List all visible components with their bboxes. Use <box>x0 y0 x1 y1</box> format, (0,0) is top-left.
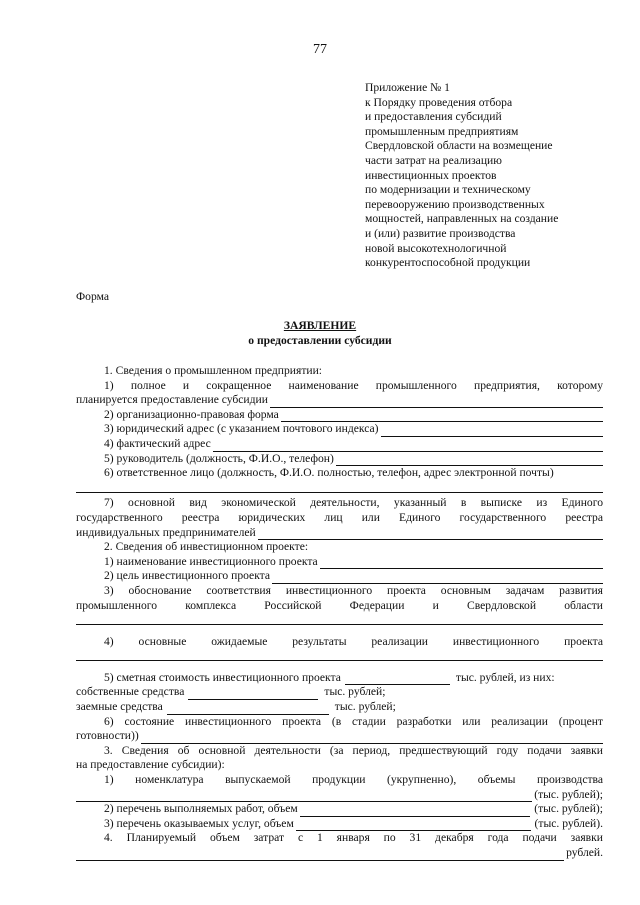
s2-item-1-label: 1) наименование инвестиционного проекта <box>104 554 318 568</box>
legal-address-field[interactable] <box>381 426 603 437</box>
s1-item-4 <box>76 437 603 452</box>
s2-item-6-line-a: 6) состояние инвестиционного проекта (в стадии разработки или реализации (процент <box>104 714 603 728</box>
appendix-line: Приложение № 1 <box>365 81 450 94</box>
borrowed-funds-field[interactable] <box>167 704 329 715</box>
appendix-line: и (или) развитие производства <box>365 226 516 240</box>
appendix-line: к Порядку проведения отбора <box>365 95 513 109</box>
project-status-field[interactable] <box>141 733 603 744</box>
s1-item-3 <box>76 422 603 437</box>
s2-item-4-label: 4) основные ожидаемые результаты реализации инвестиционного проекта <box>104 634 603 648</box>
section-4-unit: рублей. <box>566 846 603 859</box>
works-list-field[interactable] <box>300 806 531 817</box>
s2-item-6-line-b <box>76 729 603 744</box>
s1-item-1-label: планируется предоставление субсидии <box>76 393 268 407</box>
s1-item-7-label: индивидуальных предпринимателей <box>76 525 256 539</box>
expected-results-field[interactable] <box>76 649 603 661</box>
s3-item-2-label: 2) перечень выполняемых работ, объем <box>104 802 298 816</box>
appendix-line: части затрат на реализацию <box>365 153 502 167</box>
appendix-line: мощностей, направленных на создание <box>365 212 559 226</box>
s1-item-5-label: 5) руководитель (должность, Ф.И.О., телефон) <box>104 451 334 465</box>
actual-address-field[interactable] <box>213 441 603 452</box>
estimated-cost-field[interactable] <box>345 674 450 685</box>
section-4-line-a: 4. Планируемый объем затрат с 1 января по 31 декабря года подачи заявки <box>104 831 603 845</box>
s3-item-3-unit: (тыс. рублей). <box>534 816 603 830</box>
own-funds-label: собственные средства <box>76 685 185 699</box>
s1-item-4-label: 4) фактический адрес <box>104 436 211 450</box>
appendix-header <box>365 81 625 271</box>
enterprise-name-field[interactable] <box>270 397 603 408</box>
appendix-line: по модернизации и техническому <box>365 183 531 197</box>
appendix-line: новой высокотехнологичной <box>365 241 507 255</box>
s1-item-7-line-c <box>76 526 603 541</box>
s3-item-3-label: 3) перечень оказываемых услуг, объем <box>104 816 294 830</box>
appendix-line: и предоставления субсидий <box>365 110 502 124</box>
section-2-heading: 2. Сведения об инвестиционном проекте: <box>104 540 309 554</box>
section-4-line-b <box>76 846 603 861</box>
own-funds-field[interactable] <box>188 689 318 700</box>
s3-item-2-unit: (тыс. рублей); <box>534 802 603 816</box>
responsible-person-field[interactable] <box>76 481 603 493</box>
borrowed-funds-label: заемные средства <box>76 700 163 714</box>
document-title: ЗАЯВЛЕНИЕ <box>283 319 357 332</box>
s1-item-6-label: 6) ответственное лицо (должность, Ф.И.О. полностью, телефон, адрес электронной почты) <box>104 466 554 480</box>
s2-item-3-line-a: 3) обоснование соответствия инвестиционного проекта основным задачам развития <box>104 583 603 597</box>
s1-item-7-line-b: государственного реестра юридических лиц или Единого государственного реестра <box>76 510 603 524</box>
s1-item-3-label: 3) юридический адрес (с указанием почтового индекса) <box>104 422 379 436</box>
s2-item-3-line-b: промышленного комплекса Российской Федерации и Свердловской области <box>76 598 603 612</box>
document-subtitle: о предоставлении субсидии <box>248 333 392 347</box>
s3-item-1-unit: (тыс. рублей); <box>534 787 603 801</box>
document-title-block <box>0 319 640 348</box>
s2-item-5-label: 5) сметная стоимость инвестиционного проекта <box>104 670 341 684</box>
activity-type-field[interactable] <box>258 529 603 540</box>
s2-item-2 <box>76 569 603 584</box>
s3-item-1-line-a: 1) номенклатура выпускаемой продукции (укрупненно), объемы производства <box>104 773 603 787</box>
project-name-field[interactable] <box>320 558 603 569</box>
s1-item-1-line-a: 1) полное и сокращенное наименование промышленного предприятия, которому <box>104 378 603 392</box>
form-body <box>76 364 603 861</box>
section-3-heading-a: 3. Сведения об основной деятельности (за период, предшествующий году подачи заявки <box>104 743 603 757</box>
appendix-line: Свердловской области на возмещение <box>365 139 553 153</box>
product-nomenclature-field[interactable] <box>76 791 532 802</box>
s1-item-7-line-a: 7) основной вид экономической деятельности, указанный в выписке из Единого <box>104 496 603 510</box>
section-3-heading-b: на предоставление субсидии): <box>76 758 225 772</box>
appendix-line: конкурентоспособной продукции <box>365 256 531 270</box>
s2-item-1 <box>76 555 603 570</box>
s2-item-6-label: готовности)) <box>76 729 139 743</box>
s1-item-1-line-b <box>76 393 603 408</box>
s2-item-5 <box>76 671 603 686</box>
justification-field[interactable] <box>76 613 603 625</box>
appendix-line: промышленным предприятиям <box>365 124 519 138</box>
s1-item-2 <box>76 408 603 423</box>
form-label: Форма <box>76 290 109 303</box>
appendix-line: инвестиционных проектов <box>365 168 497 182</box>
s3-item-1-line-b <box>76 788 603 803</box>
borrowed-funds-unit: тыс. рублей; <box>334 700 396 714</box>
s1-item-5 <box>76 452 603 467</box>
project-goal-field[interactable] <box>272 573 603 584</box>
s2-item-2-label: 2) цель инвестиционного проекта <box>104 569 271 583</box>
appendix-line: перевооружению производственных <box>365 197 545 211</box>
s3-item-2 <box>76 802 603 817</box>
s3-item-3 <box>76 817 603 832</box>
borrowed-funds-row <box>76 700 603 715</box>
services-list-field[interactable] <box>296 820 531 831</box>
page-number: 77 <box>313 42 327 57</box>
s2-item-5-unit: тыс. рублей, из них: <box>455 670 555 684</box>
own-funds-unit: тыс. рублей; <box>324 685 386 699</box>
section-1-heading: 1. Сведения о промышленном предприятии: <box>104 364 323 377</box>
own-funds-row <box>76 685 603 700</box>
legal-form-field[interactable] <box>281 411 603 422</box>
s1-item-2-label: 2) организационно-правовая форма <box>104 407 279 421</box>
director-field[interactable] <box>336 455 603 466</box>
planned-costs-field[interactable] <box>76 850 564 861</box>
